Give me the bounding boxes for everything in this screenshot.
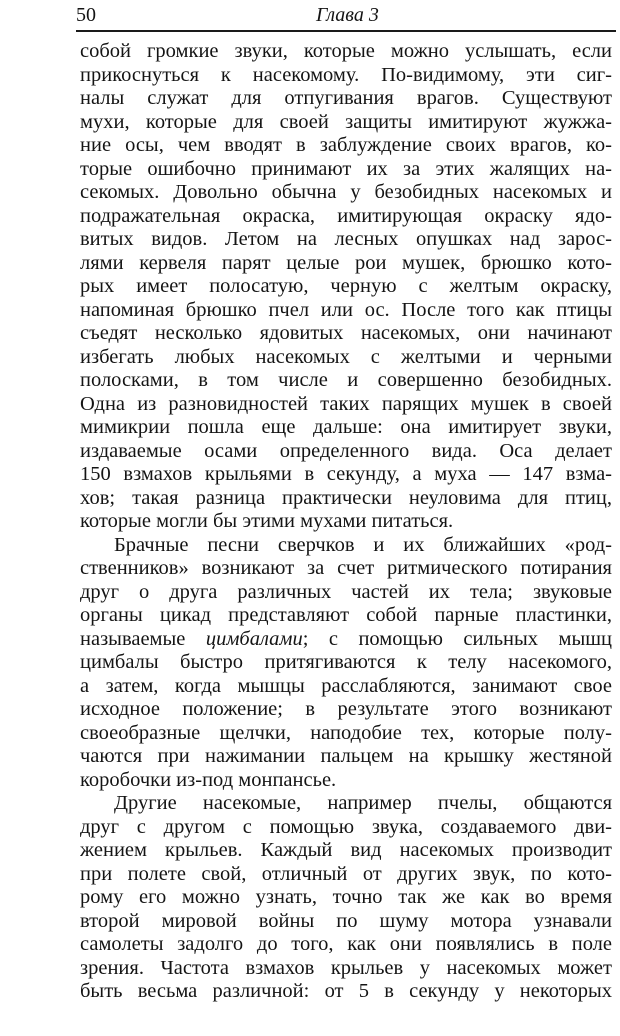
text-line: которые могли бы этими мухами питаться. [80, 510, 454, 532]
text-line: Брачные песни сверчков и их ближайших «род- [114, 533, 612, 556]
text-line: мимикрии пошла еще дальше: она имитирует звуки, [80, 416, 612, 438]
body-text [80, 40, 612, 1004]
text-line: цимбалы быстро притягиваются к телу насекомого, [80, 651, 612, 673]
text-line: самолеты задолго до того, как они появлялись в поле [80, 933, 612, 955]
text-line: друг о друга различных частей их тела; звуковые [80, 580, 612, 603]
text-fragment: называемые [80, 627, 206, 650]
text-line: органы цикад представляют собой парные пластинки, [80, 604, 612, 626]
page-header [76, 2, 616, 32]
text-line-mixed [80, 628, 612, 652]
text-line: жением крыльев. Каждый вид насекомых производит [80, 839, 612, 861]
text-line: прикоснуться к насекомому. По-видимому, эти сиг- [80, 63, 612, 86]
text-line: быть весьма различной: от 5 в секунду у некоторых [80, 980, 612, 1002]
text-line: мухи, которые для своей защиты имитируют жужжа- [80, 110, 612, 133]
text-line: хов; такая разница практически неуловима для птиц, [80, 486, 612, 509]
text-line: зрения. Частота взмахов крыльев у насекомых может [80, 956, 612, 979]
text-line: друг с другом с помощью звука, создаваемого дви- [80, 815, 612, 838]
text-line: подражательная окраска, имитирующая окраску ядо- [80, 204, 612, 227]
text-line: лями кервеля парят целые рои мушек, брюшко кото- [80, 251, 612, 274]
text-line: при полете свой, отличный от других звук, по кото- [80, 862, 612, 885]
text-line: избегать любых насекомых с желтыми и черными [80, 345, 612, 368]
text-line: исходное положение; в результате этого возникают [80, 698, 612, 720]
text-line: собой громкие звуки, которые можно услышать, если [80, 40, 612, 62]
text-line: Другие насекомые, например пчелы, общаются [114, 792, 612, 814]
running-head: Глава 3 [316, 4, 379, 26]
text-line: рому его можно узнать, точно так же как во время [80, 886, 612, 908]
text-line: съедят несколько ядовитых насекомых, они начинают [80, 322, 612, 344]
text-line: ственников» возникают за счет ритмического потирания [80, 557, 612, 579]
text-line: своеобразные щелчки, наподобие тех, которые полу- [80, 721, 612, 744]
text-line: торые ошибочно принимают их за этих жалящих на- [80, 157, 612, 180]
text-line: а затем, когда мышцы расслабляются, занимают свое [80, 674, 612, 697]
header-rule [76, 30, 616, 32]
text-line: ние осы, чем вводят в заблуждение своих врагов, ко- [80, 134, 612, 156]
text-line: напоминая брюшко пчел или ос. После того как птицы [80, 298, 612, 321]
text-line: секомых. Довольно обычна у безобидных насекомых и [80, 181, 612, 203]
text-line: витых видов. Летом на лесных опушках над зарос- [80, 228, 612, 250]
text-line: Одна из разновидностей таких парящих мушек в своей [80, 392, 612, 415]
text-line: полосками, в том числе и совершенно безобидных. [80, 369, 612, 391]
text-line: чаются при нажимании пальцем на крышку жестяной [80, 745, 612, 767]
emphasized-term: цимбалами [205, 627, 303, 650]
text-line: 150 взмахов крыльями в секунду, а муха — 147 взма- [80, 463, 612, 485]
text-line: налы служат для отпугивания врагов. Существуют [80, 87, 612, 109]
text-line: издаваемые осами определенного вида. Оса делает [80, 439, 612, 462]
text-line: второй мировой войны по шуму мотора узнавали [80, 909, 612, 932]
text-line: рых имеет полосатую, черную с желтым окраску, [80, 275, 612, 297]
text-fragment: ; с помощью сильных мышц [302, 627, 612, 650]
page-number: 50 [76, 4, 96, 26]
text-line: коробочки из-под монпансье. [80, 768, 337, 791]
